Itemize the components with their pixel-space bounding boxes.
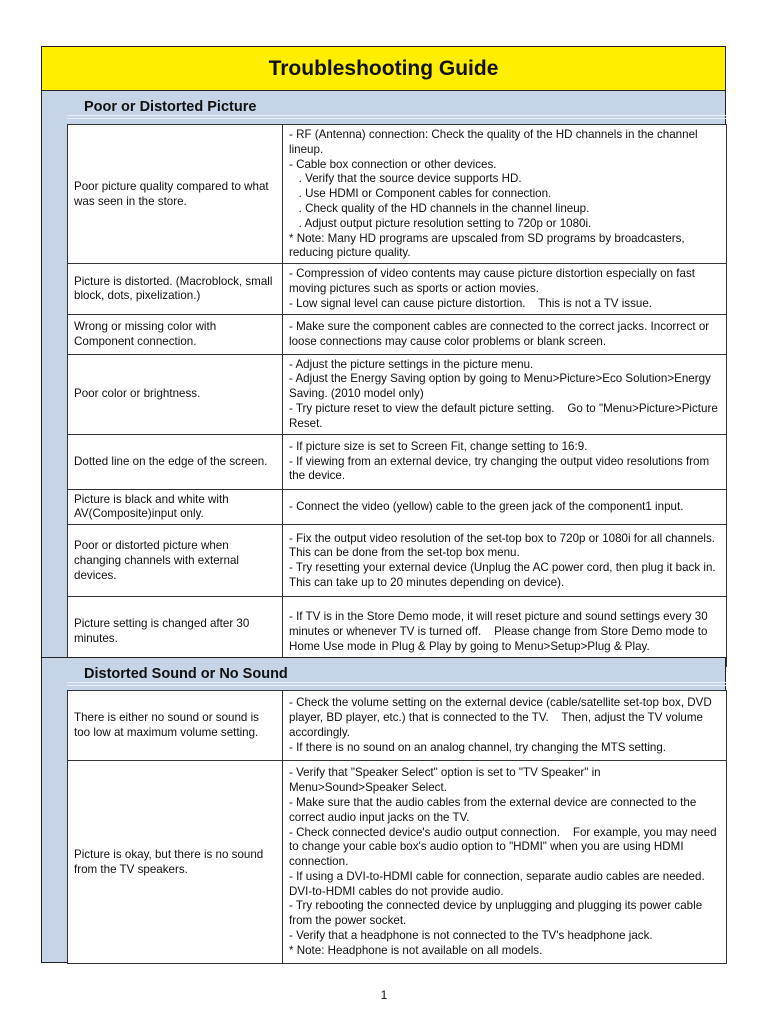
solution-line: - Adjust the Energy Saving option by going to Menu>Picture>Eco Solution>Energy Saving. (2010 model only)	[289, 372, 715, 401]
problem-cell: Poor color or brightness.	[68, 354, 283, 434]
section-heading-sound	[67, 659, 726, 689]
solution-line: - Low signal level can cause picture distortion. This is not a TV issue.	[289, 296, 653, 310]
table-row	[68, 434, 727, 489]
solution-line: - If using a DVI-to-HDMI cable for connection, separate audio cables are needed. DVI-to-HDMI cables do not provide audio.	[289, 869, 718, 898]
table-row	[68, 691, 727, 761]
title-bar	[41, 46, 726, 91]
solution-line: . Adjust output picture resolution setting to 720p or 1080i.	[289, 216, 592, 230]
solution-cell	[283, 354, 727, 434]
solution-line: - Check the volume setting on the external device (cable/satellite set-top box, DVD player, BD player, etc.) that is connected to the TV. Then, adjust the TV volume accordingly.	[289, 696, 715, 739]
solution-line: - If there is no sound on an analog channel, try changing the MTS setting.	[289, 740, 667, 754]
problem-cell: Wrong or missing color with Component connection.	[68, 314, 283, 354]
solution-cell	[283, 525, 727, 597]
problem-cell: Picture is black and white with AV(Composite)input only.	[68, 489, 283, 525]
solution-line: * Note: Many HD programs are upscaled from SD programs by broadcasters, reducing picture quality.	[289, 231, 688, 260]
problem-cell: Poor or distorted picture when changing channels with external devices.	[68, 525, 283, 597]
solution-line: . Check quality of the HD channels in the channel lineup.	[289, 201, 590, 215]
solution-line: - Cable box connection or other devices.	[289, 157, 497, 171]
table-row	[68, 314, 727, 354]
solution-cell	[283, 434, 727, 489]
table-row	[68, 264, 727, 314]
solution-line: - Fix the output video resolution of the set-top box to 720p or 1080i for all channels. This can be done from the set-top box menu.	[289, 531, 728, 560]
problem-cell: There is either no sound or sound is too low at maximum volume setting.	[68, 691, 283, 761]
section-heading-label: Distorted Sound or No Sound	[84, 666, 288, 682]
table-row	[68, 525, 727, 597]
solution-line: . Verify that the source device supports HD.	[289, 172, 522, 186]
solution-line: - Compression of video contents may cause picture distortion especially on fast moving pictures such as sports or action movies.	[289, 267, 699, 295]
solution-cell	[283, 125, 727, 264]
problem-cell: Picture is okay, but there is no sound from the TV speakers.	[68, 761, 283, 964]
solution-line: - Try resetting your external device (Unplug the AC power cord, then plug it back in. This can take up to 20 minutes depending on device).	[289, 561, 729, 589]
problem-cell: Poor picture quality compared to what was seen in the store.	[68, 125, 283, 264]
solution-line: - Adjust the picture settings in the picture menu.	[289, 357, 534, 371]
solution-line: - Try picture reset to view the default picture setting. Go to "Menu>Picture>Picture Reset.	[289, 401, 722, 430]
solution-cell	[283, 691, 727, 761]
solution-line: - Verify that "Speaker Select" option is set to "TV Speaker" in Menu>Sound>Speaker Select.	[289, 766, 604, 795]
table-row	[68, 489, 727, 525]
solution-line: * Note: Headphone is not available on all models.	[289, 943, 543, 957]
table-row	[68, 125, 727, 264]
page-title: Troubleshooting Guide	[268, 56, 499, 80]
solution-line: . Use HDMI or Component cables for connection.	[289, 187, 552, 201]
problem-cell: Picture setting is changed after 30 minutes.	[68, 597, 283, 667]
solution-cell	[283, 314, 727, 354]
solution-cell	[283, 489, 727, 525]
solution-line: - Try rebooting the connected device by unplugging and plugging its power cable from the power socket.	[289, 899, 706, 928]
solution-line: - RF (Antenna) connection: Check the quality of the HD channels in the channel lineup.	[289, 128, 701, 156]
solution-line: - Check connected device's audio output connection. For example, you may need to change your cable box's audio option to "HDMI" when you are using HDMI connection.	[289, 825, 720, 869]
section-heading-label: Poor or Distorted Picture	[84, 99, 257, 115]
table-row	[68, 354, 727, 434]
problem-cell: Dotted line on the edge of the screen.	[68, 434, 283, 489]
troubleshooting-table-picture	[67, 124, 727, 667]
solution-line: - Verify that a headphone is not connected to the TV's headphone jack.	[289, 929, 653, 943]
solution-line: - Make sure that the audio cables from the external device are connected to the correct audio input jacks on the TV.	[289, 795, 700, 824]
solution-line: - If picture size is set to Screen Fit, change setting to 16:9.	[289, 439, 588, 453]
problem-cell: Picture is distorted. (Macroblock, small block, dots, pixelization.)	[68, 264, 283, 314]
solution-line: - If TV is in the Store Demo mode, it will reset picture and sound settings every 30 minutes or whenever TV is turned off. Please change from Store Demo mode to Home Use mode in Plug & Play by going to Menu>Setup>Plug & Play.	[289, 609, 711, 653]
page-number: 1	[380, 988, 388, 1002]
table-row	[68, 761, 727, 964]
section-heading-picture	[67, 92, 726, 122]
solution-cell	[283, 761, 727, 964]
solution-line: - Connect the video (yellow) cable to the green jack of the component1 input.	[289, 499, 684, 513]
solution-line: - Make sure the component cables are connected to the correct jacks. Incorrect or loose connections may cause color problems or blank screen.	[289, 319, 713, 348]
solution-cell	[283, 264, 727, 314]
solution-line: - If viewing from an external device, try changing the output video resolutions from the device.	[289, 454, 713, 483]
troubleshooting-table-sound	[67, 690, 727, 964]
